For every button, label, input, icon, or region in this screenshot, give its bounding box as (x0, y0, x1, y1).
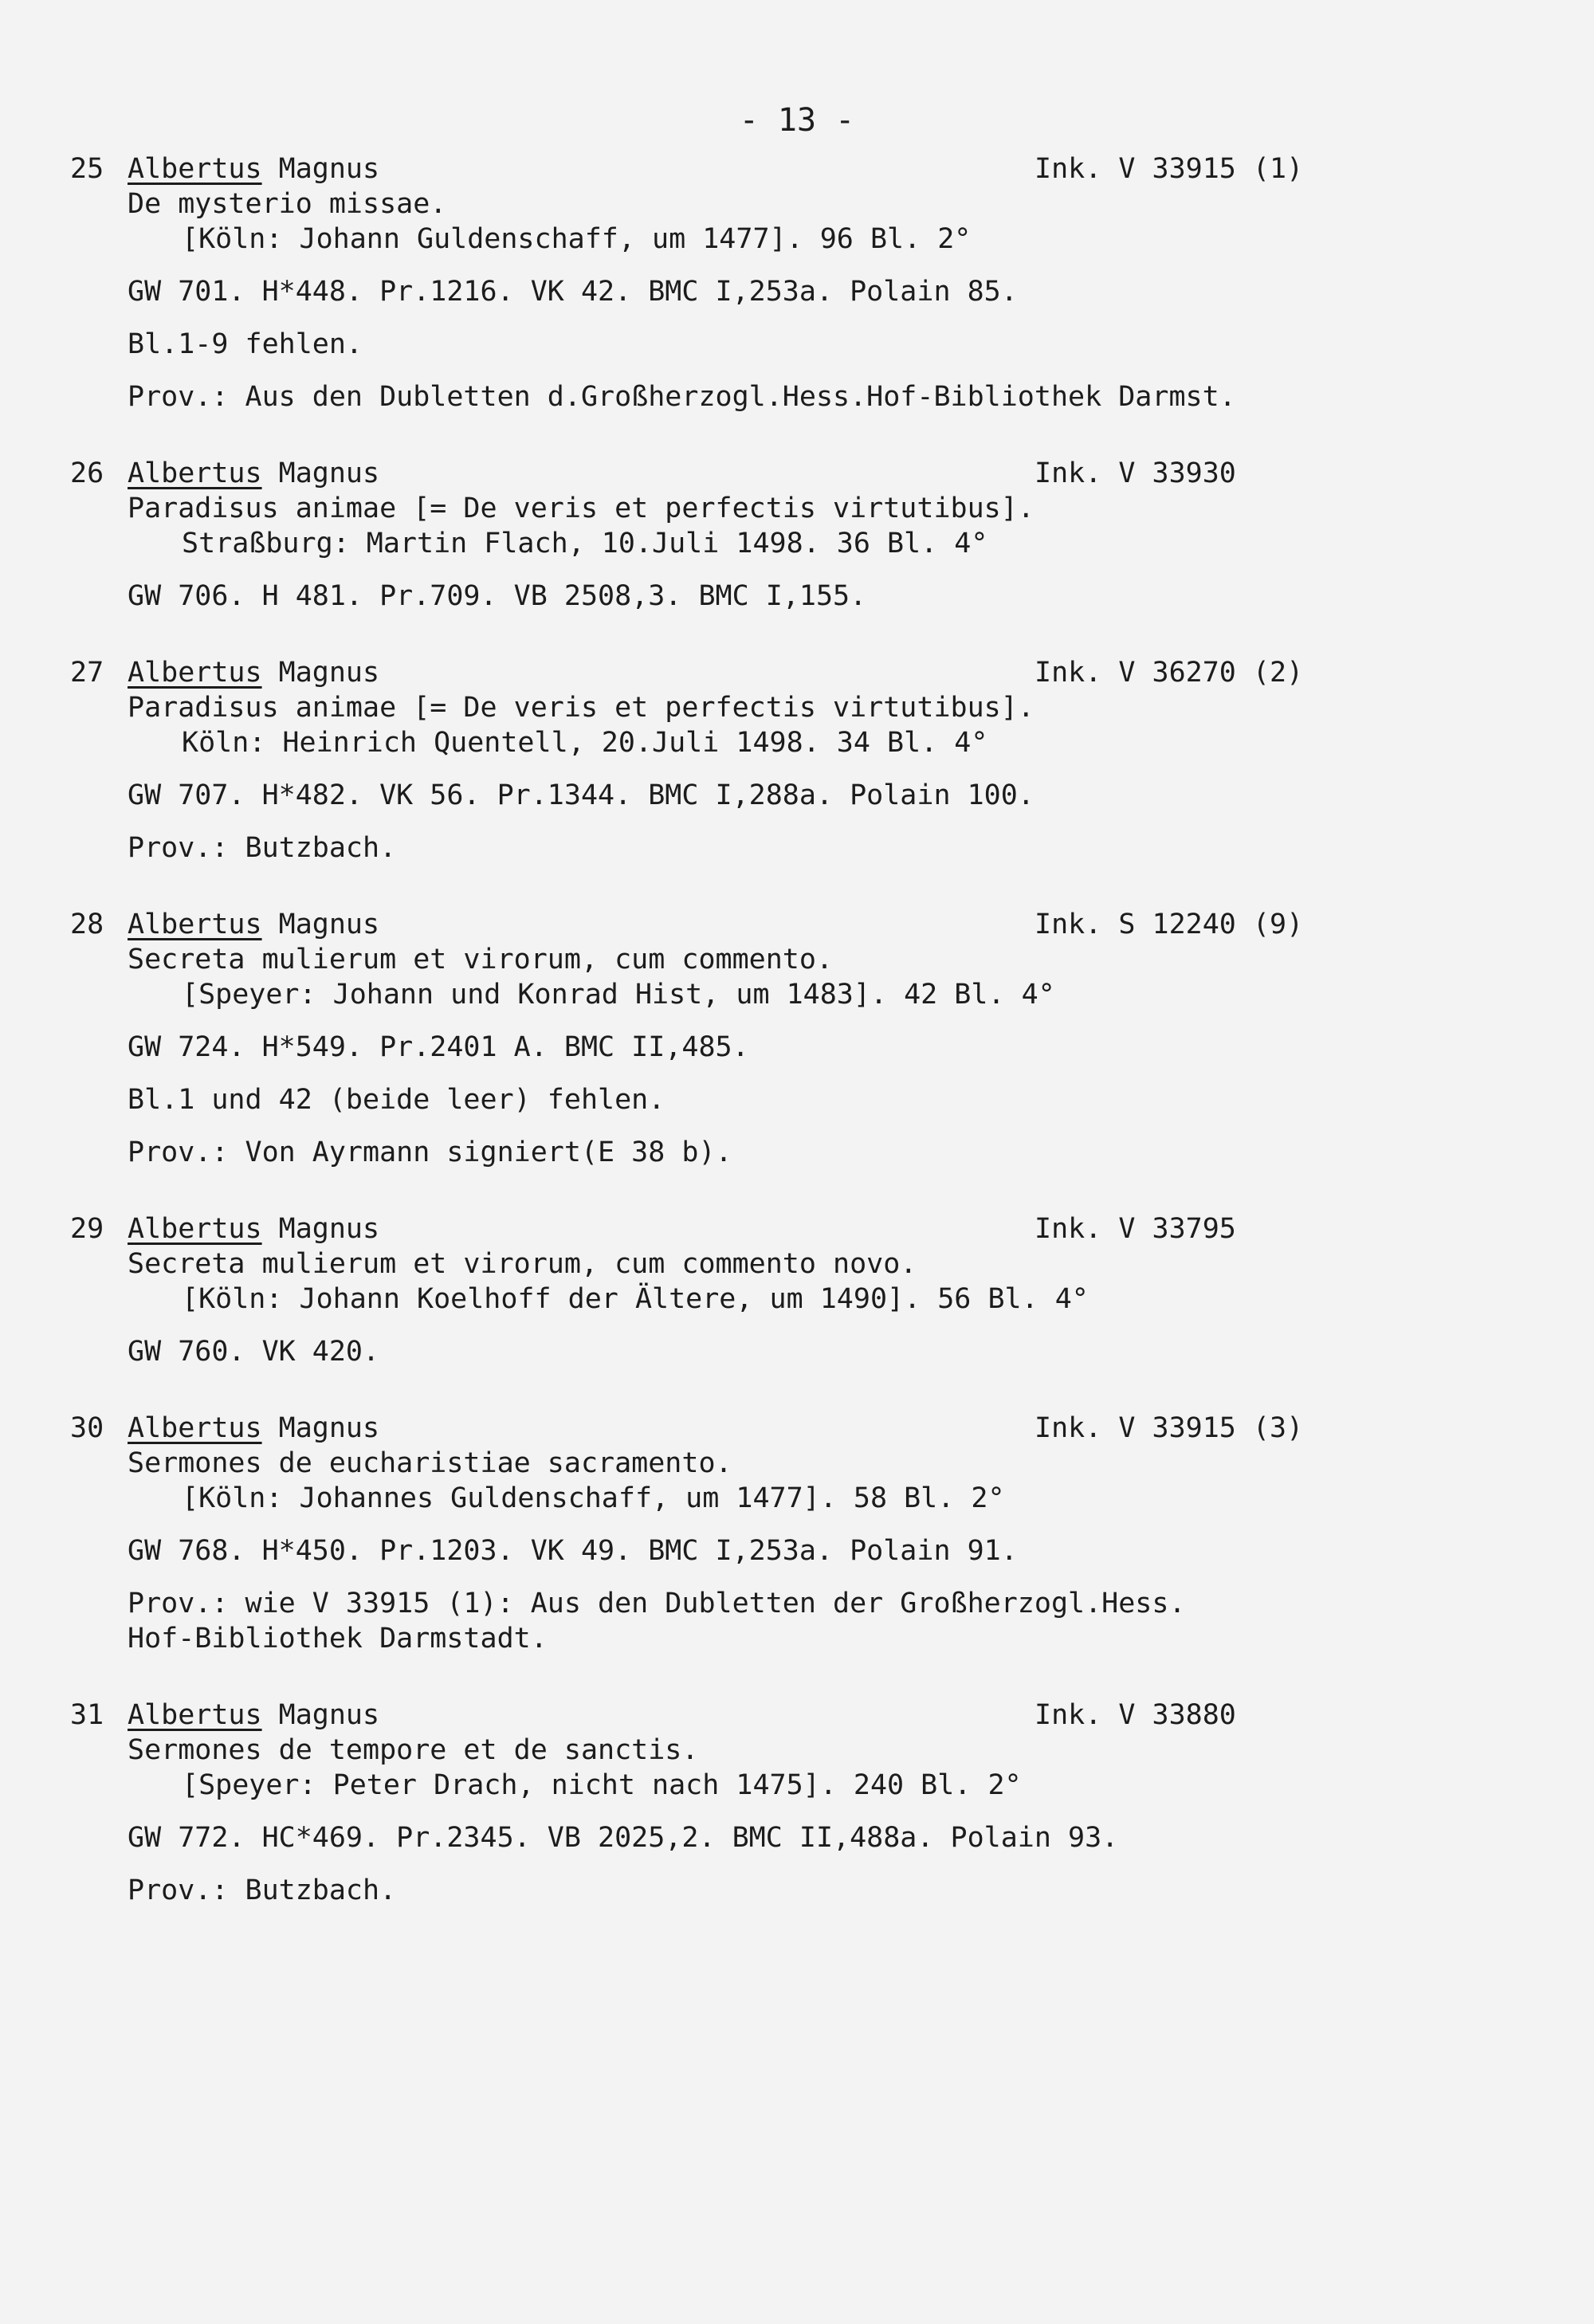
entry-heading (70, 456, 1345, 491)
entry-title: Secreta mulierum et virorum, cum commento novo. (128, 1248, 917, 1280)
spacer (70, 257, 1345, 274)
spacer (70, 362, 1345, 379)
entry-title: Sermones de eucharistiae sacramento. (128, 1447, 732, 1479)
entry-number: 26 (70, 457, 104, 489)
entry-note: Bl.1-9 fehlen. (128, 328, 363, 360)
entry-shelfmark: Ink. V 33880 (1035, 1699, 1236, 1731)
spacer (70, 1065, 1345, 1082)
spacer (70, 1656, 1345, 1698)
entry-note: Prov.: Butzbach. (128, 1875, 397, 1906)
entry-title: Sermones de tempore et de sanctis. (128, 1734, 699, 1766)
entry-author-first: Albertus (128, 1213, 262, 1245)
entry-author-rest: Magnus (261, 1213, 380, 1245)
entry-references: GW 768. H*450. Pr.1203. VK 49. BMC I,253a. Polain 91. (128, 1535, 1018, 1567)
entry-author-first: Albertus (128, 909, 262, 940)
page-number: - 13 - (739, 102, 855, 139)
entry-title: Paradisus animae [= De veris et perfectis virtutibus]. (128, 493, 1035, 524)
entry-number: 30 (70, 1412, 104, 1444)
spacer (70, 760, 1345, 778)
entry-heading (70, 1698, 1345, 1733)
entry-title: Paradisus animae [= De veris et perfectis virtutibus]. (128, 692, 1035, 724)
spacer (70, 1170, 1345, 1211)
catalog-entry (70, 655, 1345, 907)
entry-author-rest: Magnus (261, 457, 380, 489)
entry-note: Prov.: Von Ayrmann signiert(E 38 b). (128, 1136, 732, 1168)
catalog-entries (70, 151, 1345, 1949)
entry-author-rest: Magnus (261, 1699, 380, 1731)
entry-imprint: [Köln: Johann Guldenschaff, um 1477]. 96 Bl. 2° (182, 223, 972, 255)
spacer (70, 414, 1345, 456)
entry-heading (70, 1411, 1345, 1446)
catalog-entry (70, 907, 1345, 1211)
entry-heading (70, 1211, 1345, 1246)
catalog-entry (70, 1211, 1345, 1411)
entry-references: GW 707. H*482. VK 56. Pr.1344. BMC I,288a. Polain 100. (128, 779, 1035, 811)
spacer (70, 813, 1345, 830)
entry-shelfmark: Ink. V 33930 (1035, 457, 1236, 489)
entry-references: GW 706. H 481. Pr.709. VB 2508,3. BMC I,155. (128, 580, 867, 612)
entry-author-rest: Magnus (261, 909, 380, 940)
spacer (70, 1012, 1345, 1030)
entry-shelfmark: Ink. S 12240 (9) (1035, 909, 1304, 940)
entry-number: 27 (70, 657, 104, 689)
entry-note: Prov.: wie V 33915 (1): Aus den Dubletten der Großherzogl.Hess. (128, 1588, 1186, 1619)
spacer (70, 1568, 1345, 1586)
spacer (70, 866, 1345, 907)
entry-references: GW 760. VK 420. (128, 1336, 380, 1368)
entry-imprint: [Köln: Johann Koelhoff der Ältere, um 1490]. 56 Bl. 4° (182, 1283, 1089, 1315)
spacer (70, 1369, 1345, 1411)
spacer (70, 1803, 1345, 1820)
entry-imprint: [Köln: Johannes Guldenschaff, um 1477]. 58 Bl. 2° (182, 1482, 1005, 1514)
entry-heading (70, 907, 1345, 942)
entry-author-first: Albertus (128, 457, 262, 489)
spacer (70, 1317, 1345, 1334)
entry-note: Prov.: Aus den Dubletten d.Großherzogl.Hess.Hof-Bibliothek Darmst. (128, 381, 1236, 413)
spacer (70, 1855, 1345, 1873)
catalog-entry (70, 151, 1345, 456)
spacer (70, 309, 1345, 327)
spacer (70, 614, 1345, 655)
entry-number: 29 (70, 1213, 104, 1245)
entry-heading (70, 655, 1345, 690)
entry-shelfmark: Ink. V 36270 (2) (1035, 657, 1304, 689)
entry-author-first: Albertus (128, 657, 262, 689)
entry-imprint: [Speyer: Johann und Konrad Hist, um 1483]. 42 Bl. 4° (182, 979, 1055, 1011)
entry-imprint: Straßburg: Martin Flach, 10.Juli 1498. 36 Bl. 4° (182, 528, 988, 559)
entry-references: GW 724. H*549. Pr.2401 A. BMC II,485. (128, 1031, 749, 1063)
entry-author-rest: Magnus (261, 657, 380, 689)
entry-shelfmark: Ink. V 33795 (1035, 1213, 1236, 1245)
catalog-entry (70, 1698, 1345, 1949)
catalog-entry (70, 1411, 1345, 1698)
entry-heading (70, 151, 1345, 186)
entry-shelfmark: Ink. V 33915 (1) (1035, 153, 1304, 185)
entry-title: De mysterio missae. (128, 188, 447, 220)
entry-number: 31 (70, 1699, 104, 1731)
entry-references: GW 701. H*448. Pr.1216. VK 42. BMC I,253a. Polain 85. (128, 276, 1018, 308)
entry-author-first: Albertus (128, 1699, 262, 1731)
spacer (70, 561, 1345, 579)
catalog-entry (70, 456, 1345, 655)
entry-number: 25 (70, 153, 104, 185)
spacer (70, 1117, 1345, 1135)
entry-imprint: [Speyer: Peter Drach, nicht nach 1475]. 240 Bl. 2° (182, 1769, 1022, 1801)
entry-author-rest: Magnus (261, 153, 380, 185)
entry-note: Bl.1 und 42 (beide leer) fehlen. (128, 1084, 665, 1116)
entry-note: Hof-Bibliothek Darmstadt. (128, 1623, 548, 1655)
entry-note: Prov.: Butzbach. (128, 832, 397, 864)
entry-author-first: Albertus (128, 153, 262, 185)
entry-number: 28 (70, 909, 104, 940)
spacer (70, 1908, 1345, 1949)
entry-author-first: Albertus (128, 1412, 262, 1444)
entry-title: Secreta mulierum et virorum, cum commento. (128, 944, 834, 976)
spacer (70, 1516, 1345, 1533)
entry-shelfmark: Ink. V 33915 (3) (1035, 1412, 1304, 1444)
entry-imprint: Köln: Heinrich Quentell, 20.Juli 1498. 34 Bl. 4° (182, 727, 988, 759)
entry-references: GW 772. HC*469. Pr.2345. VB 2025,2. BMC II,488a. Polain 93. (128, 1822, 1119, 1854)
entry-author-rest: Magnus (261, 1412, 380, 1444)
